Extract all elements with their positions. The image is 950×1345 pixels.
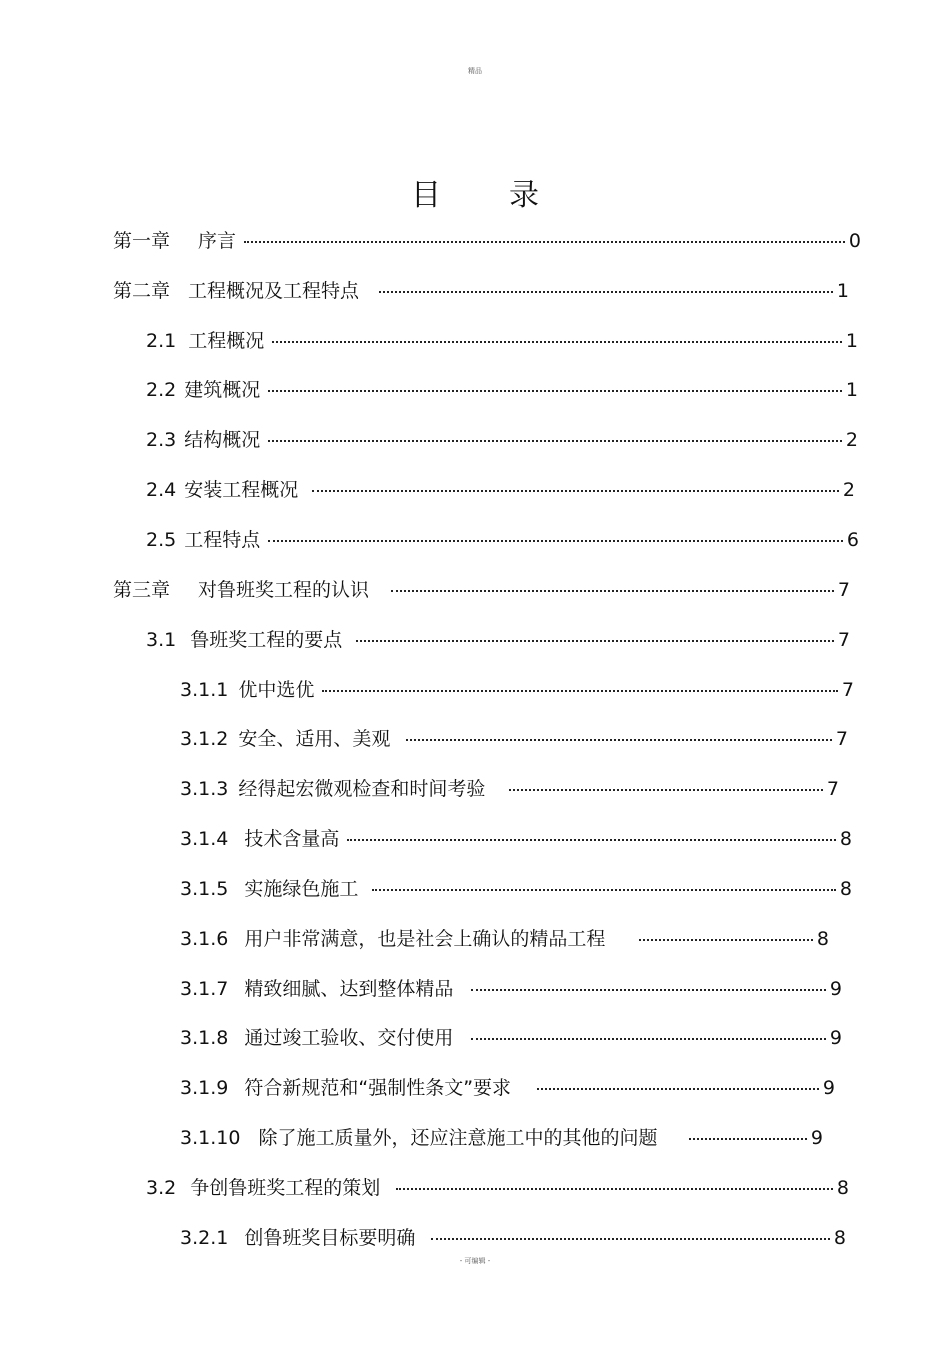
toc-entry-number: 2.5 [146, 529, 177, 551]
toc-entry[interactable] [180, 1022, 842, 1058]
toc-entry-number: 3.1.10 [180, 1127, 241, 1149]
toc-entry[interactable] [180, 1222, 846, 1258]
toc-dot-leader [396, 1172, 833, 1194]
toc-entry[interactable] [113, 574, 850, 610]
toc-entry-page: 8 [839, 828, 852, 850]
toc-entry-number: 第三章 [113, 579, 171, 601]
toc-entry-text: 安装工程概况 [184, 479, 299, 501]
toc-entry-number: 3.1.2 [180, 728, 229, 750]
toc-entry-number: 第二章 [113, 280, 171, 302]
toc-entry-text: 鲁班奖工程的要点 [190, 629, 343, 651]
toc-dot-leader [268, 524, 843, 546]
toc-entry-page: 9 [810, 1127, 823, 1149]
toc-entry-page: 2 [845, 429, 858, 451]
toc-entry-number: 3.1.1 [180, 679, 229, 701]
toc-entry-page: 8 [839, 878, 852, 900]
toc-entry-page: 7 [837, 579, 850, 601]
toc-dot-leader [268, 374, 842, 396]
toc-entry-number: 3.1.4 [180, 828, 229, 850]
toc-entry-text: 符合新规范和“强制性条文”要求 [244, 1077, 512, 1099]
toc-entry-number: 3.2.1 [180, 1227, 229, 1249]
toc-entry-text: 创鲁班奖目标要明确 [244, 1227, 416, 1249]
toc-entry-text: 精致细腻、达到整体精品 [244, 978, 454, 1000]
toc-dot-leader [372, 873, 836, 895]
toc-entry-number: 3.1.5 [180, 878, 229, 900]
toc-dot-leader [689, 1122, 806, 1144]
toc-entry[interactable] [180, 723, 848, 759]
toc-entry-text: 争创鲁班奖工程的策划 [190, 1177, 381, 1199]
toc-dot-leader [347, 823, 836, 845]
toc-entry-text: 工程概况 [188, 330, 265, 352]
toc-entry-text: 工程特点 [184, 529, 261, 551]
toc-dot-leader [244, 225, 845, 247]
toc-entry[interactable] [146, 624, 850, 660]
toc-entry-text: 经得起宏微观检查和时间考验 [238, 778, 486, 800]
toc-dot-leader [471, 1022, 826, 1044]
toc-entry-page: 6 [846, 529, 859, 551]
toc-dot-leader [406, 723, 832, 745]
toc-entry[interactable] [180, 873, 852, 909]
toc-entry-page: 2 [842, 479, 855, 501]
toc-entry-number: 3.1.8 [180, 1027, 229, 1049]
toc-entry-page: 1 [845, 379, 858, 401]
toc-dot-leader [471, 973, 826, 995]
toc-entry-text: 对鲁班奖工程的认识 [198, 579, 370, 601]
toc-entry[interactable] [113, 225, 861, 261]
toc-entry-text: 优中选优 [238, 679, 315, 701]
toc-entry[interactable] [180, 773, 839, 809]
toc-dot-leader [391, 574, 834, 596]
toc-dot-leader [537, 1072, 819, 1094]
toc-entry-text: 安全、适用、美观 [238, 728, 391, 750]
toc-entry[interactable] [146, 424, 858, 460]
toc-entry[interactable] [113, 275, 849, 311]
toc-entry-text: 结构概况 [184, 429, 261, 451]
toc-entry[interactable] [180, 1122, 823, 1158]
toc-entry[interactable] [180, 923, 829, 959]
toc-entry-page: 1 [836, 280, 849, 302]
toc-entry[interactable] [146, 524, 859, 560]
toc-entry-number: 2.1 [146, 330, 177, 352]
toc-entry-text: 实施绿色施工 [244, 878, 359, 900]
toc-entry-page: 8 [836, 1177, 849, 1199]
toc-entry-text: 建筑概况 [184, 379, 261, 401]
toc-entry-number: 第一章 [113, 230, 171, 252]
toc-entry[interactable] [146, 374, 858, 410]
toc-dot-leader [312, 474, 839, 496]
toc-entry[interactable] [180, 674, 854, 710]
toc-entry-number: 3.1.3 [180, 778, 229, 800]
toc-dot-leader [272, 325, 842, 347]
toc-entry-number: 3.1.6 [180, 928, 229, 950]
toc-entry-page: 9 [829, 1027, 842, 1049]
page-title: 目录 [411, 178, 607, 213]
toc-entry-page: 7 [841, 679, 854, 701]
toc-entry-page: 7 [826, 778, 839, 800]
toc-dot-leader [509, 773, 823, 795]
toc-entry[interactable] [180, 1072, 835, 1108]
toc-entry-page: 7 [835, 728, 848, 750]
toc-entry[interactable] [146, 1172, 849, 1208]
toc-entry[interactable] [146, 474, 855, 510]
toc-entry-text: 用户非常满意，也是社会上确认的精品工程 [244, 928, 606, 950]
toc-entry-page: 9 [829, 978, 842, 1000]
toc-entry-page: 7 [837, 629, 850, 651]
toc-entry-text: 除了施工质量外，还应注意施工中的其他的问题 [258, 1127, 658, 1149]
toc-entry[interactable] [146, 325, 858, 361]
toc-dot-leader [431, 1222, 830, 1244]
footer-watermark: - 可编辑 - [459, 1257, 491, 1265]
toc-entry-text: 工程概况及工程特点 [188, 280, 360, 302]
toc-entry-number: 3.1.9 [180, 1077, 229, 1099]
toc-entry-text: 序言 [198, 230, 237, 252]
toc-dot-leader [356, 624, 834, 646]
toc-entry-page: 0 [848, 230, 861, 252]
toc-dot-leader [322, 674, 838, 696]
toc-dot-leader [639, 923, 813, 945]
header-watermark: 精品 [468, 67, 482, 75]
toc-dot-leader [379, 275, 833, 297]
toc-entry-page: 8 [816, 928, 829, 950]
toc-entry-number: 2.3 [146, 429, 177, 451]
toc-entry-number: 3.1.7 [180, 978, 229, 1000]
toc-entry[interactable] [180, 973, 842, 1009]
toc-dot-leader [268, 424, 842, 446]
toc-entry-page: 1 [845, 330, 858, 352]
toc-entry-text: 通过竣工验收、交付使用 [244, 1027, 454, 1049]
toc-entry-number: 3.1 [146, 629, 177, 651]
toc-entry-page: 8 [833, 1227, 846, 1249]
toc-entry-page: 9 [822, 1077, 835, 1099]
toc-entry-number: 3.2 [146, 1177, 177, 1199]
toc-entry-text: 技术含量高 [244, 828, 340, 850]
toc-entry[interactable] [180, 823, 852, 859]
toc-entry-number: 2.4 [146, 479, 177, 501]
toc-entry-number: 2.2 [146, 379, 177, 401]
